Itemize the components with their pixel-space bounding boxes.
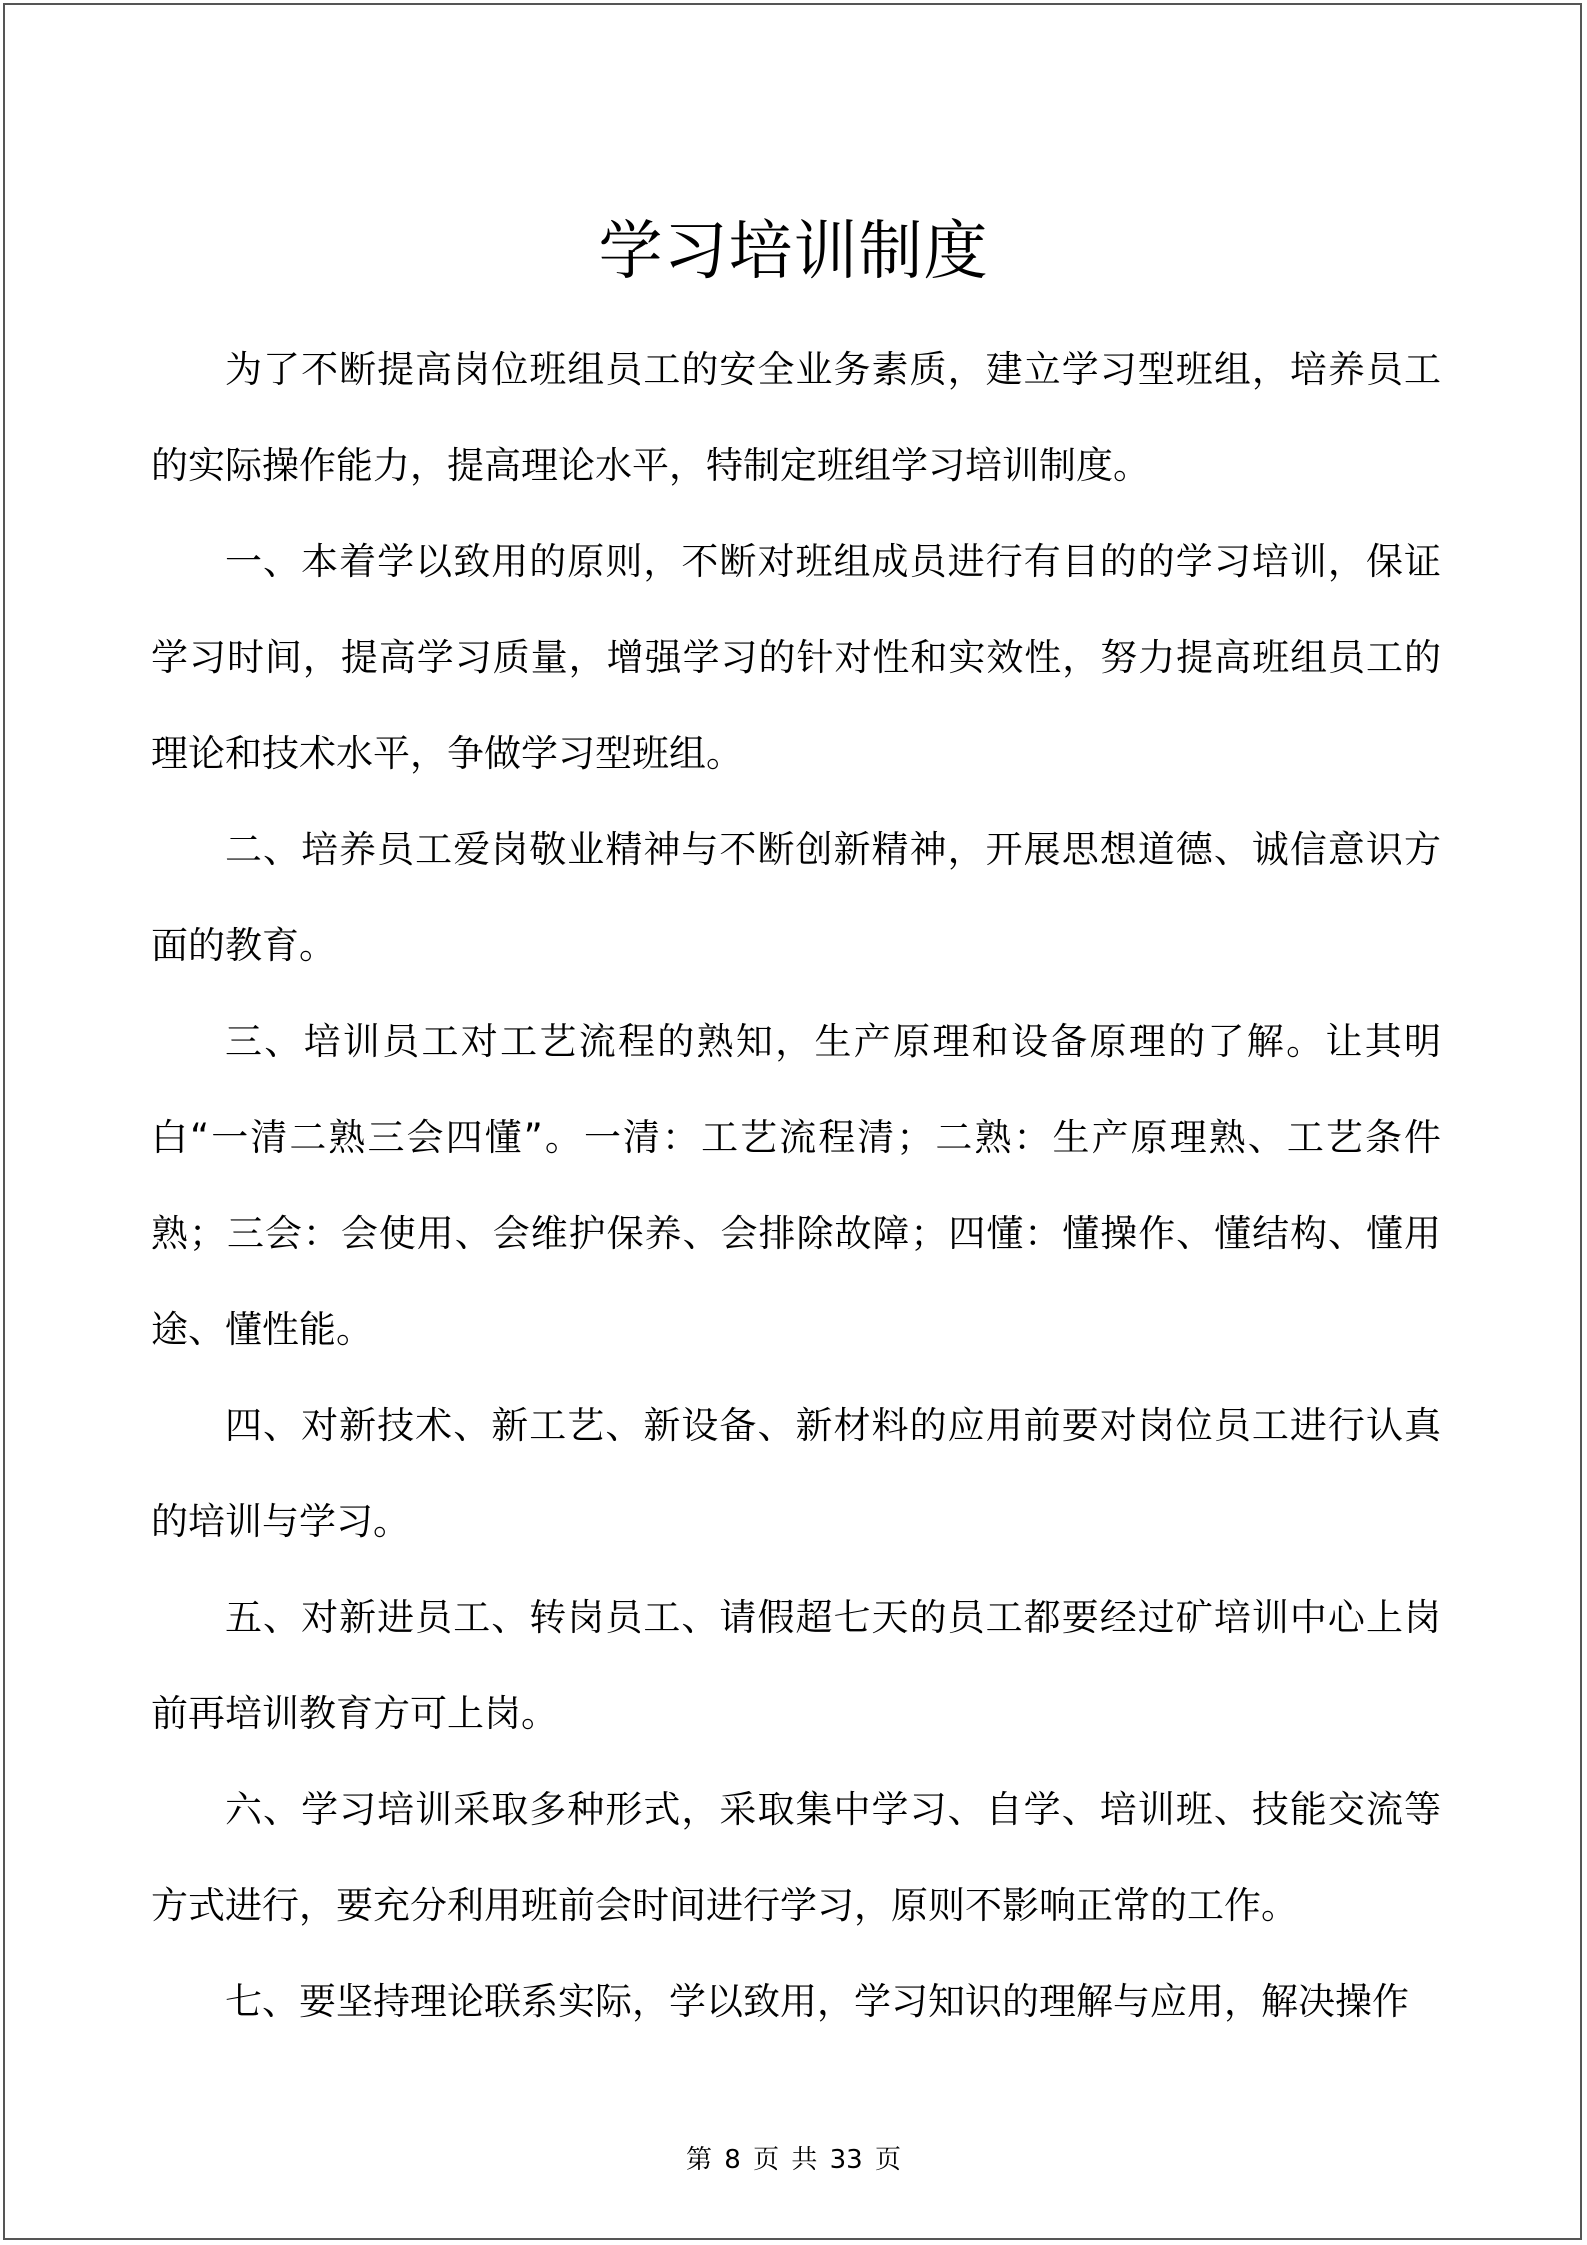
paragraph-item-5: 五、对新进员工、转岗员工、请假超七天的员工都要经过矿培训中心上岗前再培训教育方可上岗。 [151, 1596, 1441, 1735]
paragraph-item-1: 一、本着学以致用的原则，不断对班组成员进行有目的的学习培训，保证学习时间，提高学习质量，增强学习的针对性和实效性，努力提高班组员工的理论和技术水平，争做学习型班组。 [151, 540, 1441, 775]
paragraph-item-2: 二、培养员工爱岗敬业精神与不断创新精神，开展思想道德、诚信意识方面的教育。 [151, 828, 1441, 967]
document-title: 学习培训制度 [598, 215, 989, 289]
paragraph-item-4: 四、对新技术、新工艺、新设备、新材料的应用前要对岗位员工进行认真的培训与学习。 [151, 1404, 1441, 1543]
page-number: 第 8 页 共 33 页 [686, 2145, 901, 2175]
document-body [151, 322, 1441, 2050]
paragraph-item-7: 七、要坚持理论联系实际，学以致用，学习知识的理解与应用，解决操作 [225, 1980, 1409, 2023]
paragraph-intro: 为了不断提高岗位班组员工的安全业务素质，建立学习型班组，培养员工的实际操作能力，提高理论水平，特制定班组学习培训制度。 [151, 348, 1441, 487]
paragraph-item-3: 三、培训员工对工艺流程的熟知，生产原理和设备原理的了解。让其明白“一清二熟三会四懂”。一清：工艺流程清；二熟：生产原理熟、工艺条件熟；三会：会使用、会维护保养、会排除故障；四懂：懂操作、懂结构、懂用途、懂性能。 [151, 1020, 1441, 1351]
paragraph-item-6: 六、学习培训采取多种形式，采取集中学习、自学、培训班、技能交流等方式进行，要充分利用班前会时间进行学习，原则不影响正常的工作。 [151, 1788, 1441, 1927]
